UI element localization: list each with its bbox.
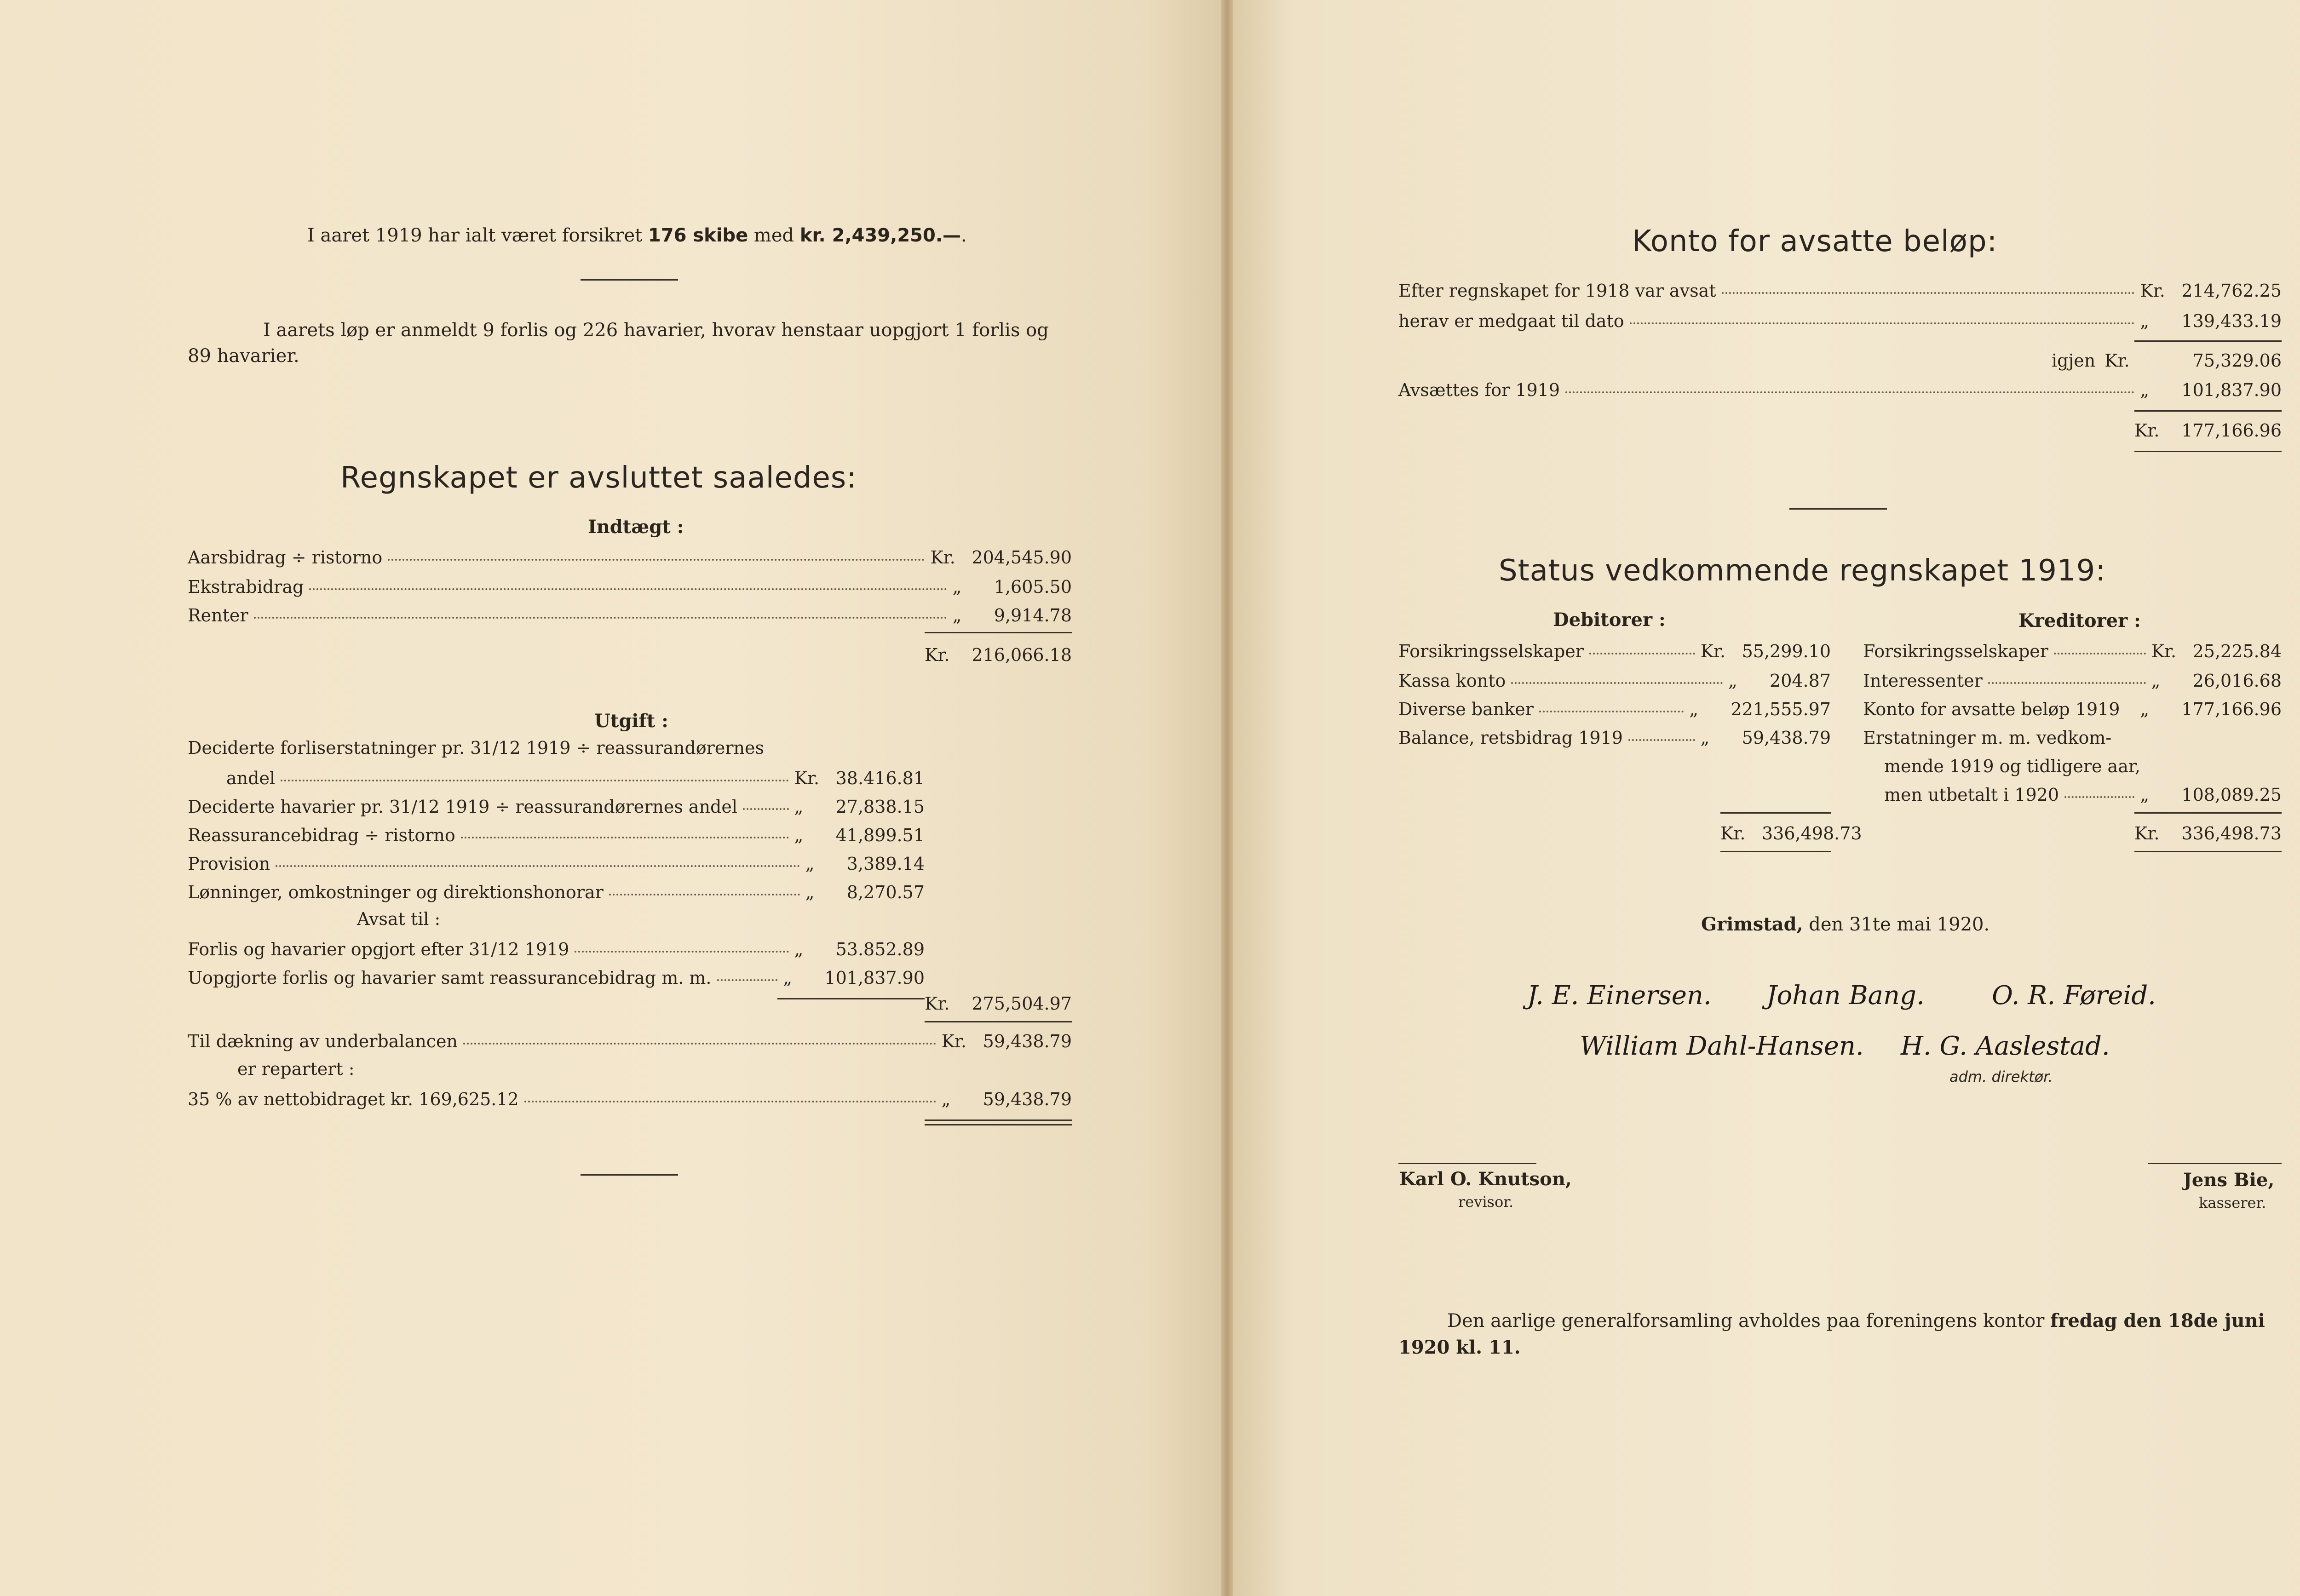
amount: 204,545.90: [972, 547, 1072, 568]
leader-dots: [717, 975, 778, 981]
amount: 26,016.68: [2192, 671, 2282, 691]
sum-line: [925, 1119, 1072, 1121]
kasserer-name: Jens Bie,: [2183, 1169, 2275, 1191]
income-total: 216,066.18: [972, 645, 1072, 665]
income-row: [188, 603, 1072, 628]
debitor-total: 336,498.73: [1762, 823, 1862, 844]
sum-line: [925, 1124, 1072, 1125]
amount: 55,299.10: [1742, 641, 1831, 661]
pct-label: 35 % av nettobidraget kr. 169,625.12: [188, 1089, 519, 1109]
debitor-label: Kassa konto: [1398, 671, 1506, 691]
expense-total-row: [925, 991, 1072, 1016]
leader-dots: [276, 861, 800, 867]
expense-label: Reassurancebidrag ÷ ristorno: [188, 825, 455, 845]
debitor-label: Forsikringsselskaper: [1398, 641, 1584, 661]
intro-insured-amount: kr. 2,439,250.—: [799, 225, 961, 246]
income-label: Ekstrabidrag: [188, 577, 304, 597]
leader-dots: [1539, 706, 1684, 712]
currency: Kr.: [930, 547, 955, 568]
currency: „: [952, 577, 962, 597]
amount: 214,762.25: [2181, 281, 2282, 301]
leader-dots: [1988, 677, 2146, 684]
amount: 139,433.19: [2181, 311, 2282, 331]
avsat-row: [188, 936, 925, 962]
konto-heading: Konto for avsatte beløp:: [1632, 224, 1998, 258]
currency: Kr.: [925, 645, 950, 665]
currency: Kr.: [1700, 641, 1726, 661]
kasserer-title: kasserer.: [2199, 1194, 2266, 1211]
leader-dots: [743, 804, 789, 810]
repartert-label: er repartert :: [237, 1059, 355, 1079]
leader-dots: [524, 1096, 936, 1102]
currency: Kr.: [2134, 420, 2160, 441]
leader-dots: [1722, 287, 2135, 294]
currency: Kr.: [925, 993, 950, 1014]
intro-losses-line2: 89 havarier.: [188, 345, 299, 367]
avsat-label: Forlis og havarier opgjort efter 31/12 1919: [188, 939, 569, 959]
expense-line: Deciderte forliserstatninger pr. 31/12 1919 ÷ reassurandørernes: [188, 738, 764, 758]
avsat-row: [188, 965, 925, 991]
divider: [1789, 508, 1887, 510]
amount: 9,914.78: [994, 605, 1072, 626]
meeting-line1: [1447, 1308, 2265, 1334]
amount: 221,555.97: [1731, 699, 1831, 719]
avsat-label: Uopgjorte forlis og havarier samt reassurancebidrag m. m.: [188, 968, 712, 988]
cover-label: Til dækning av underbalancen: [188, 1031, 458, 1051]
currency: Kr.: [2104, 350, 2130, 371]
pct-row: [188, 1086, 1072, 1112]
kreditor-row: [1863, 638, 2282, 664]
konto-total-row: [2134, 418, 2282, 443]
intro-insured-text: [307, 223, 967, 248]
amount: 27,838.15: [835, 797, 925, 817]
sum-line: [1398, 1163, 1536, 1164]
intro-text-a: I aaret 1919 har ialt været forsikret: [307, 225, 648, 246]
amount: 101,837.90: [2181, 380, 2282, 400]
expense-row: [188, 879, 925, 905]
sum-line: [2134, 851, 2282, 852]
debitor-total-row: [1720, 821, 1862, 846]
currency: „: [2140, 785, 2150, 805]
signature: J. E. Einersen.: [1527, 981, 1712, 1010]
currency: „: [794, 939, 804, 959]
currency: „: [794, 825, 804, 845]
debitorer-title: Debitorer :: [1553, 609, 1666, 631]
debitor-label: Diverse banker: [1398, 699, 1534, 719]
leader-dots: [1511, 677, 1723, 684]
currency: „: [2151, 671, 2161, 691]
sum-line: [2134, 451, 2282, 452]
date-text: den 31te mai 1920.: [1803, 914, 1990, 935]
leader-dots: [1589, 648, 1695, 654]
sum-line: [1720, 851, 1831, 852]
intro-ships-count: 176 skibe: [648, 225, 748, 246]
kreditor-row: [1863, 696, 2282, 722]
debitor-row: [1398, 696, 1831, 722]
cover-row: [188, 1028, 1072, 1054]
erstatninger-line2: mende 1919 og tidligere aar,: [1884, 756, 2140, 776]
right-page: [1233, 0, 2300, 1596]
igjen-row: [2052, 348, 2282, 373]
leader-dots: [388, 554, 925, 561]
divider: [581, 279, 678, 281]
sum-line: [925, 632, 1072, 633]
konto-label: Efter regnskapet for 1918 var avsat: [1398, 281, 1716, 301]
signature: O. R. Føreid.: [1992, 981, 2156, 1010]
income-total-row: [925, 642, 1072, 668]
amount: 59,438.79: [983, 1089, 1072, 1109]
debitor-row: [1398, 725, 1831, 751]
leader-dots: [463, 1038, 936, 1045]
place-date: [1701, 912, 1990, 937]
kreditor-label: Interessenter: [1863, 671, 1983, 691]
currency: Kr.: [2151, 641, 2177, 661]
konto-row: [1398, 278, 2282, 304]
amount: 8,270.57: [846, 882, 925, 902]
income-row: [188, 545, 1072, 570]
currency: „: [783, 968, 793, 988]
currency: Kr.: [2134, 823, 2160, 844]
amount: 177,166.96: [2181, 699, 2282, 719]
meeting-text: Den aarlige generalforsamling avholdes paa foreningens kontor: [1447, 1310, 2051, 1332]
expense-row: [188, 794, 925, 820]
leader-dots: [1630, 318, 2135, 324]
sum-line: [2134, 410, 2282, 412]
konto-total: 177,166.96: [2181, 420, 2282, 441]
revisor-name: Karl O. Knutson,: [1399, 1168, 1572, 1190]
expense-label: andel: [226, 768, 276, 788]
leader-dots: [575, 946, 788, 953]
kreditor-label: Konto for avsatte beløp 1919: [1863, 699, 2120, 719]
avsat-title: Avsat til :: [357, 909, 441, 929]
kreditor-total: 336,498.73: [2181, 823, 2282, 844]
kreditorer-title: Kreditorer :: [2018, 610, 2141, 632]
currency: „: [805, 882, 815, 902]
kreditor-total-row: [2134, 821, 2282, 846]
currency: „: [2140, 699, 2150, 719]
amount: 1,605.50: [994, 577, 1072, 597]
erstatninger-line1: Erstatninger m. m. vedkom-: [1863, 728, 2112, 748]
income-label: Aarsbidrag ÷ ristorno: [188, 547, 383, 568]
amount: 108,089.25: [2181, 785, 2282, 805]
intro-text-d: .: [961, 225, 967, 246]
sum-line: [1720, 812, 1831, 814]
currency: „: [952, 605, 962, 626]
leader-dots: [2064, 792, 2134, 798]
currency: „: [1689, 699, 1699, 719]
sum-line: [925, 1021, 1072, 1022]
signature: H. G. Aaslestad.: [1901, 1031, 2110, 1061]
amount: 25,225.84: [2192, 641, 2282, 661]
leader-dots: [281, 775, 788, 781]
leader-dots: [1628, 735, 1695, 741]
currency: Kr.: [2140, 281, 2165, 301]
kreditor-label: Forsikringsselskaper: [1863, 641, 2048, 661]
meeting-date: fredag den 18de juni: [2050, 1310, 2265, 1332]
sum-line: [2134, 812, 2282, 814]
page-gutter: [1221, 0, 1233, 1596]
expense-title: Utgift :: [594, 710, 668, 732]
leader-dots: [461, 832, 789, 838]
currency: „: [941, 1089, 951, 1109]
intro-losses-line1: I aarets løp er anmeldt 9 forlis og 226 havarier, hvorav henstaar uopgjort 1 forlis og: [263, 320, 1049, 341]
signature: Johan Bang.: [1766, 981, 1925, 1010]
adm-title: adm. direktør.: [1949, 1068, 2053, 1085]
amount: 41,899.51: [835, 825, 925, 845]
status-heading: Status vedkommende regnskapet 1919:: [1499, 554, 2106, 588]
avsaettes-row: [1398, 377, 2282, 403]
kreditor-label: men utbetalt i 1920: [1884, 785, 2059, 805]
accounts-heading: Regnskapet er avsluttet saaledes:: [340, 461, 857, 495]
expense-row: [226, 765, 925, 791]
amount: 53.852.89: [835, 939, 925, 959]
debitor-label: Balance, retsbidrag 1919: [1398, 728, 1623, 748]
income-label: Renter: [188, 605, 248, 626]
leader-dots: [2054, 648, 2146, 654]
sum-line: [777, 998, 925, 999]
sum-line: [2148, 1163, 2282, 1164]
income-row: [188, 574, 1072, 600]
currency: „: [2140, 311, 2150, 331]
kreditor-row: [1884, 782, 2282, 808]
signature: William Dahl-Hansen.: [1580, 1031, 1864, 1061]
currency: „: [1728, 671, 1737, 691]
expense-row: [188, 851, 925, 877]
intro-text-c: med: [748, 225, 800, 246]
expense-label: Lønninger, omkostninger og direktionshonorar: [188, 882, 604, 902]
amount: 101,837.90: [824, 968, 925, 988]
leader-dots: [309, 584, 947, 590]
expense-label: Deciderte havarier pr. 31/12 1919 ÷ reassurandørernes andel: [188, 797, 738, 817]
currency: „: [794, 797, 804, 817]
expense-total: 275,504.97: [972, 993, 1072, 1014]
amount: 3,389.14: [846, 854, 925, 874]
amount: 59,438.79: [983, 1031, 1072, 1051]
amount: 59,438.79: [1742, 728, 1831, 748]
currency: „: [2140, 380, 2150, 400]
leader-dots: [254, 612, 947, 619]
expense-label: Provision: [188, 854, 270, 874]
amount: 75,329.06: [2192, 350, 2282, 371]
konto-row: [1398, 308, 2282, 334]
sum-line: [2134, 340, 2282, 342]
currency: „: [805, 854, 815, 874]
currency: Kr.: [1720, 823, 1746, 844]
divider: [581, 1174, 678, 1176]
currency: Kr.: [794, 768, 820, 788]
igjen-label: igjen: [2052, 350, 2096, 371]
konto-label: herav er medgaat til dato: [1398, 311, 1624, 331]
currency: „: [1700, 728, 1710, 748]
kreditor-row: [1863, 668, 2282, 694]
avsaettes-label: Avsættes for 1919: [1398, 380, 1560, 400]
expense-row: [188, 822, 925, 848]
income-title: Indtægt :: [588, 516, 684, 538]
debitor-row: [1398, 668, 1831, 694]
revisor-title: revisor.: [1458, 1193, 1514, 1211]
place-name: Grimstad,: [1701, 913, 1803, 935]
leader-dots: [1565, 387, 2134, 393]
currency: Kr.: [941, 1031, 967, 1051]
debitor-row: [1398, 638, 1831, 664]
meeting-line2: 1920 kl. 11.: [1398, 1337, 1521, 1358]
leader-dots: [609, 889, 800, 896]
amount: 204.87: [1770, 671, 1831, 691]
amount: 38.416.81: [835, 768, 925, 788]
